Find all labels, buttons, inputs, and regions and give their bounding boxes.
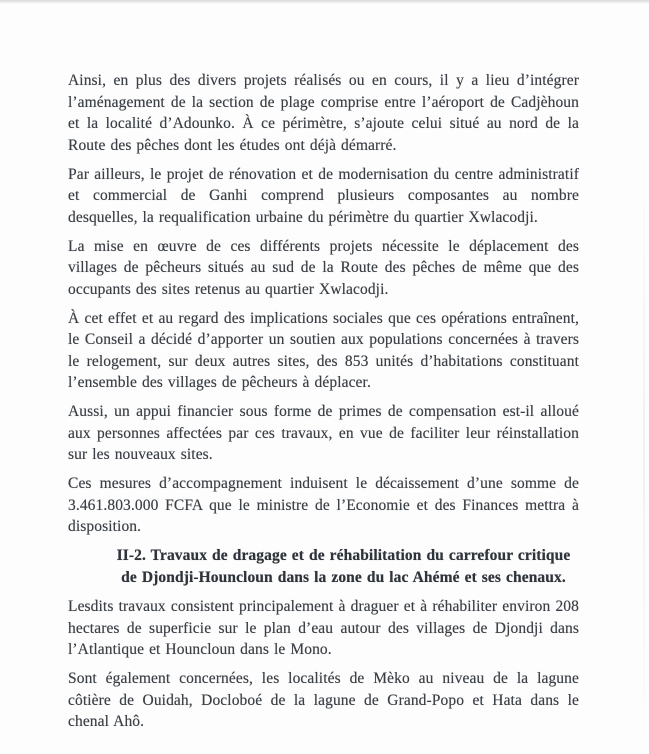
body-paragraph-5: Aussi, un appui financier sous forme de primes de compensation est-il alloué aux personnes affectées par ces travaux, en vue de faciliter leur réinstallation sur les nouveaux sites. bbox=[68, 403, 579, 463]
section-heading-ii-2 bbox=[68, 545, 579, 588]
section-heading-line-1: II-2. Travaux de dragage et de réhabilitation du carrefour critique bbox=[116, 547, 571, 564]
scan-edge-shadow bbox=[0, 0, 649, 4]
body-paragraph-2: Par ailleurs, le projet de rénovation et de modernisation du centre administratif et commercial de Ganhi comprend plusieurs composantes au nombre desquelles, la requalification urbaine du périmètre du quartier Xwlacodji. bbox=[68, 165, 579, 226]
body-paragraph-6: Ces mesures d’accompagnement induisent le décaissement d’une somme de 3.461.803.000 FCFA que le ministre de l’Economie et des Finances mettra à disposition. bbox=[68, 475, 579, 535]
body-paragraph-7: Lesdits travaux consistent principalement à draguer et à réhabiliter environ 208 hectares de superficie sur le plan d’eau autour des villages de Djondji dans l’Atlantique et Houncloun dans le Mono. bbox=[68, 598, 579, 658]
body-paragraph-3: La mise en œuvre de ces différents projets nécessite le déplacement des villages de pêcheurs situés au sud de la Route des pêches de même que des occupants des sites retenus au quartier Xwlacodji. bbox=[68, 237, 579, 298]
body-paragraph-4: À cet effet et au regard des implications sociales que ces opérations entraînent, le Conseil a décidé d’apporter un soutien aux populations concernées à travers le relogement, sur deux autres sites, des 853 unités d’habitations constituant l’ensemble des villages de pêcheurs à déplacer. bbox=[68, 309, 579, 391]
section-heading-line-2: de Djondji-Houncloun dans la zone du lac Ahémé et ses chenaux. bbox=[121, 568, 566, 586]
scan-edge-streak bbox=[643, 150, 645, 754]
body-paragraph-1: Ainsi, en plus des divers projets réalisés ou en cours, il y a lieu d’intégrer l’aménagement de la section de plage comprise entre l’aéroport de Cadjèhoun et la localité d’Adounko. À ce périmètre, s’ajoute celui situé au nord de la Route des pêches dont les études ont déjà démarré. bbox=[68, 72, 579, 154]
body-paragraph-8: Sont également concernées, les localités de Mèko au niveau de la lagune côtière de Ouidah, Docloboé de la lagune de Grand-Popo et Hata dans le chenal Ahô. bbox=[68, 670, 579, 730]
